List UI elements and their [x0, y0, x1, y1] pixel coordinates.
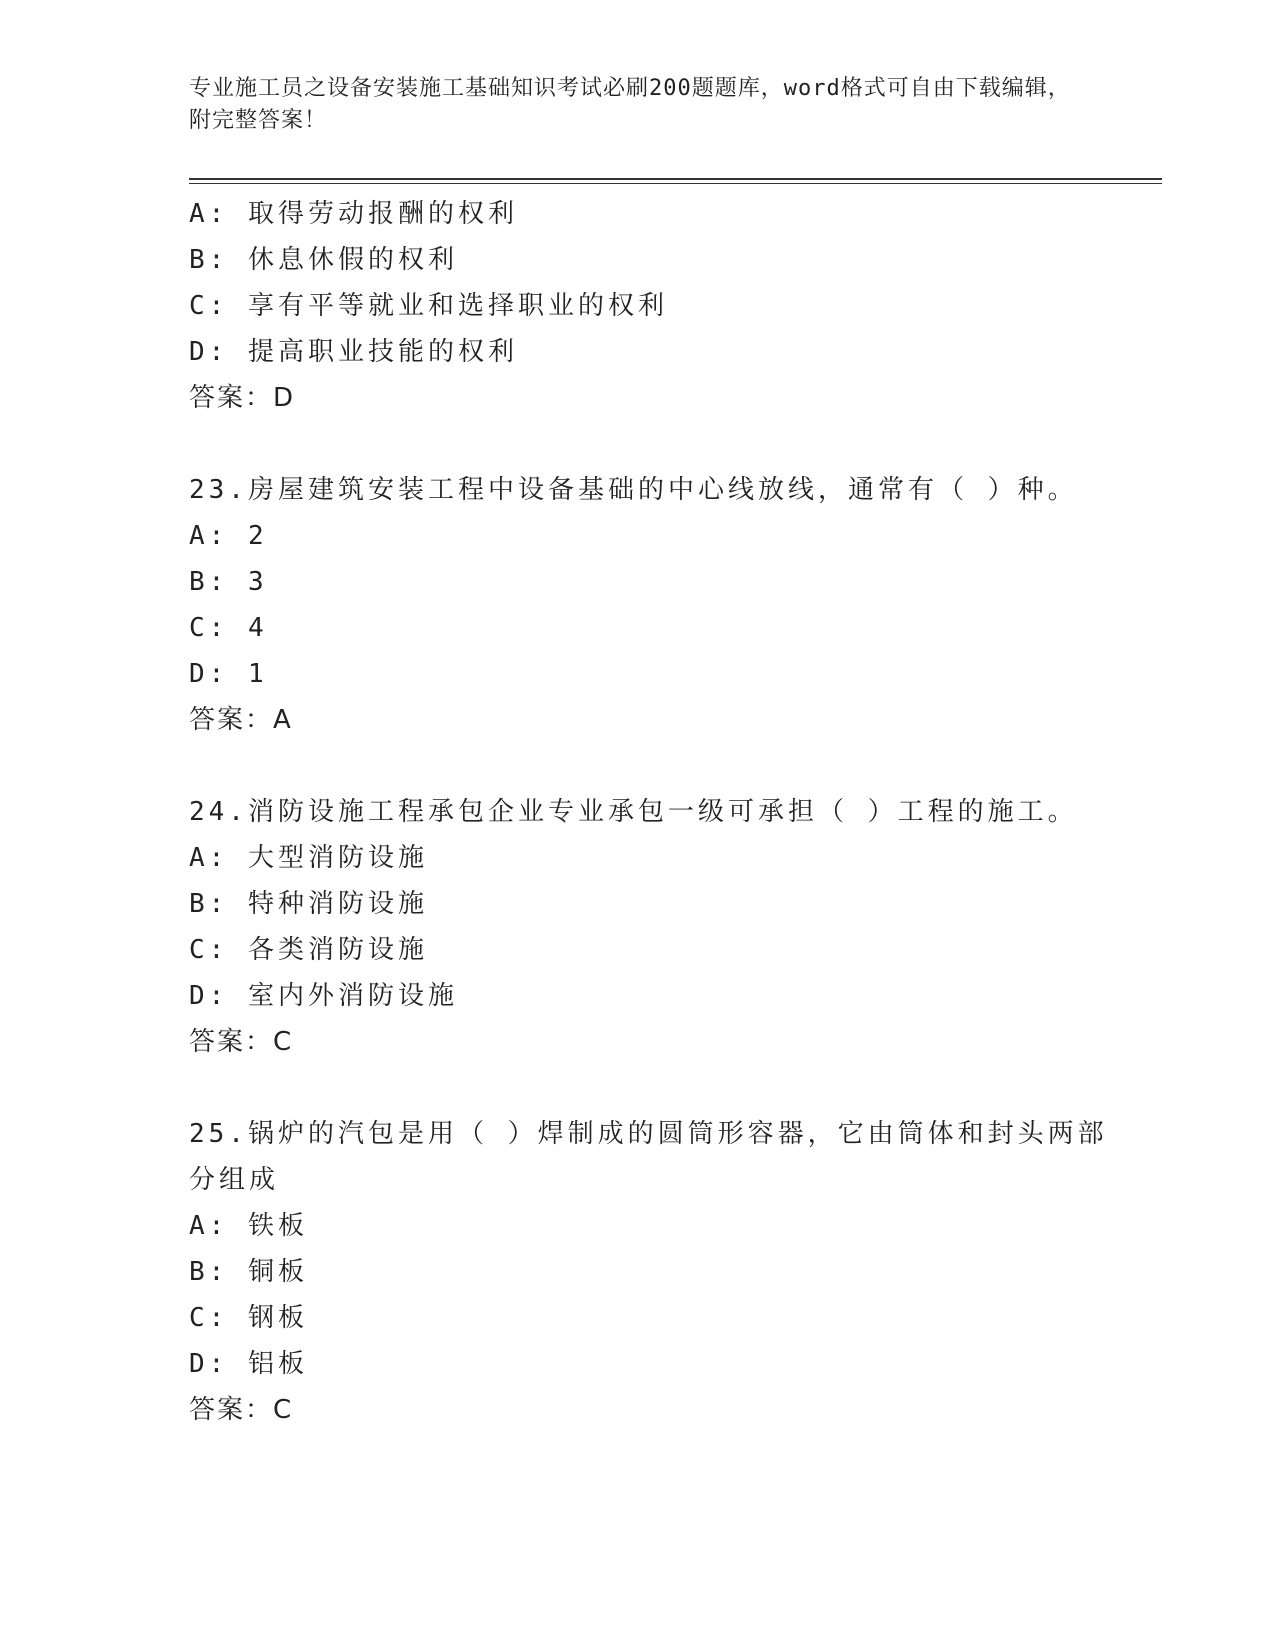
- question-text-line-1: 25.锅炉的汽包是用（ ）焊制成的圆筒形容器，它由筒体和封头两部: [189, 1119, 1108, 1149]
- option-a: A: 2: [189, 521, 268, 551]
- option-c: C: 4: [189, 613, 268, 643]
- spacer: [189, 1065, 1169, 1111]
- question-list: [189, 191, 1169, 1433]
- option-d: D: 1: [189, 659, 268, 689]
- option-a: A: 取得劳动报酬的权利: [189, 199, 518, 229]
- answer: 答案：D: [189, 383, 296, 413]
- option-b: B: 铜板: [189, 1257, 308, 1287]
- answer: 答案：A: [189, 705, 293, 735]
- option-a: A: 大型消防设施: [189, 843, 428, 873]
- spacer: [189, 743, 1169, 789]
- answer: 答案：C: [189, 1395, 294, 1425]
- option-d: D: 铝板: [189, 1349, 308, 1379]
- option-c: C: 钢板: [189, 1303, 308, 1333]
- spacer: [189, 421, 1169, 467]
- option-a: A: 铁板: [189, 1211, 308, 1241]
- question-22: [189, 191, 1169, 421]
- header-divider-thick: [189, 178, 1162, 180]
- question-text: 23.房屋建筑安装工程中设备基础的中心线放线，通常有（ ）种。: [189, 475, 1078, 505]
- document-title: 专业施工员之设备安装施工基础知识考试必刷200题题库，word格式可自由下载编辑，附完整答案！: [189, 76, 1071, 133]
- option-d: D: 提高职业技能的权利: [189, 337, 518, 367]
- option-b: B: 休息休假的权利: [189, 245, 458, 275]
- option-c: C: 享有平等就业和选择职业的权利: [189, 291, 668, 321]
- option-d: D: 室内外消防设施: [189, 981, 458, 1011]
- option-b: B: 3: [189, 567, 268, 597]
- question-24: [189, 789, 1169, 1065]
- question-text: 24.消防设施工程承包企业专业承包一级可承担（ ）工程的施工。: [189, 797, 1078, 827]
- option-b: B: 特种消防设施: [189, 889, 428, 919]
- question-25: [189, 1111, 1169, 1433]
- option-c: C: 各类消防设施: [189, 935, 428, 965]
- question-23: [189, 467, 1169, 743]
- question-text-line-2: 分组成: [189, 1165, 280, 1195]
- answer: 答案：C: [189, 1027, 294, 1057]
- header-divider-thin: [189, 183, 1162, 184]
